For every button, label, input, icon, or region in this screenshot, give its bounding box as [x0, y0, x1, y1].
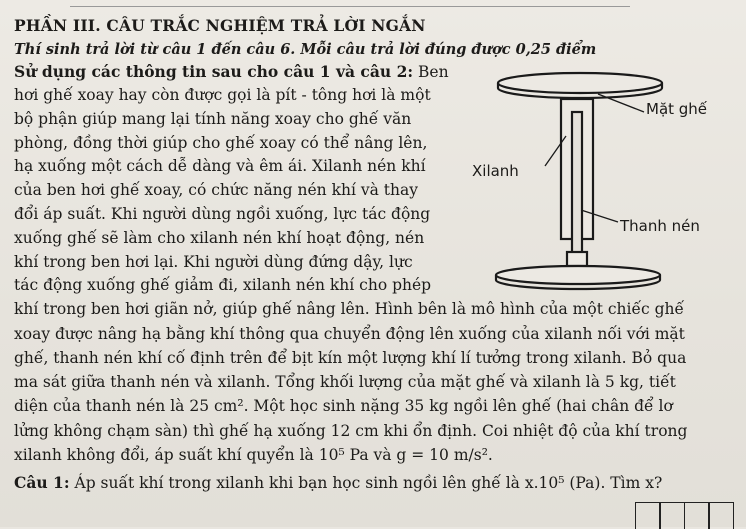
seat-label: Mặt ghế [646, 100, 708, 118]
seat-top [498, 73, 662, 93]
paragraph-line: phòng, đồng thời giúp cho ghế xoay có thể nâng lên, [14, 134, 428, 152]
answer-boxes [636, 502, 734, 529]
answer-box[interactable] [635, 502, 661, 529]
answer-box[interactable] [708, 502, 734, 529]
paragraph-line: xuống ghế sẽ làm cho xilanh nén khí hoạt động, nén [14, 229, 425, 247]
paragraph-line: hạ xuống một cách dễ dàng và êm ái. Xilanh nén khí [14, 157, 426, 175]
compression-rod [572, 112, 582, 264]
question-line [14, 472, 662, 494]
cylinder-label: Xilanh [472, 162, 519, 180]
chair-diagram [448, 62, 746, 297]
paragraph-line: xilanh không đổi, áp suất khí quyển là 10⁵ Pa và g = 10 m/s². [14, 446, 493, 464]
paragraph-line: hơi ghế xoay hay còn được gọi là pít - tông hơi là một [14, 86, 431, 104]
base-top [496, 266, 660, 284]
answer-box[interactable] [684, 502, 710, 529]
paragraph-line: ma sát giữa thanh nén và xilanh. Tổng khối lượng của mặt ghế và xilanh là 5 kg, tiết [14, 373, 676, 391]
question-label: Câu 1: [14, 473, 70, 492]
paragraph-line: tác động xuống ghế giảm đi, xilanh nén khí cho phép [14, 276, 432, 294]
paragraph-line: lửng không chạm sàn) thì ghế hạ xuống 12 cm khi ổn định. Coi nhiệt độ của khí trong [14, 422, 688, 440]
paragraph-line: khí trong ben hơi lại. Khi người dùng đứng dậy, lực [14, 253, 413, 271]
paragraph-line: của ben hơi ghế xoay, có chức năng nén khí và thay [14, 181, 418, 199]
intro-lead: Sử dụng các thông tin sau cho câu 1 và câu 2: [14, 62, 414, 81]
paragraph-line: bộ phận giúp mang lại tính năng xoay cho ghế văn [14, 110, 412, 128]
intro-tail: Ben [418, 63, 449, 81]
piston-block [567, 252, 587, 266]
paragraph-line: ghế, thanh nén khí cố định trên để bịt kín một lượng khí lí tưởng trong xilanh. Bỏ qua [14, 349, 687, 367]
top-rule [70, 6, 630, 7]
question-text: Áp suất khí trong xilanh khi bạn học sinh ngồi lên ghế là x.10⁵ (Pa). Tìm x? [74, 474, 663, 492]
paragraph-line: xoay được nâng hạ bằng khí thông qua chuyển động lên xuống của xilanh nối với mặt [14, 325, 685, 343]
answer-box[interactable] [659, 502, 685, 529]
intro-line [14, 61, 449, 83]
paragraph-line: diện của thanh nén là 25 cm². Một học sinh nặng 35 kg ngồi lên ghế (hai chân để lơ [14, 397, 673, 415]
rod-label: Thanh nén [620, 217, 700, 235]
instruction-text: Thí sinh trả lời từ câu 1 đến câu 6. Mỗi câu trả lời đúng được 0,25 điểm [14, 41, 597, 58]
paragraph-line: đổi áp suất. Khi người dùng ngồi xuống, lực tác động [14, 205, 431, 223]
paragraph-line: khí trong ben hơi giãn nở, giúp ghế nâng lên. Hình bên là mô hình của một chiếc ghế [14, 300, 685, 318]
section-heading: PHẦN III. CÂU TRẮC NGHIỆM TRẢ LỜI NGẮN [14, 16, 426, 35]
